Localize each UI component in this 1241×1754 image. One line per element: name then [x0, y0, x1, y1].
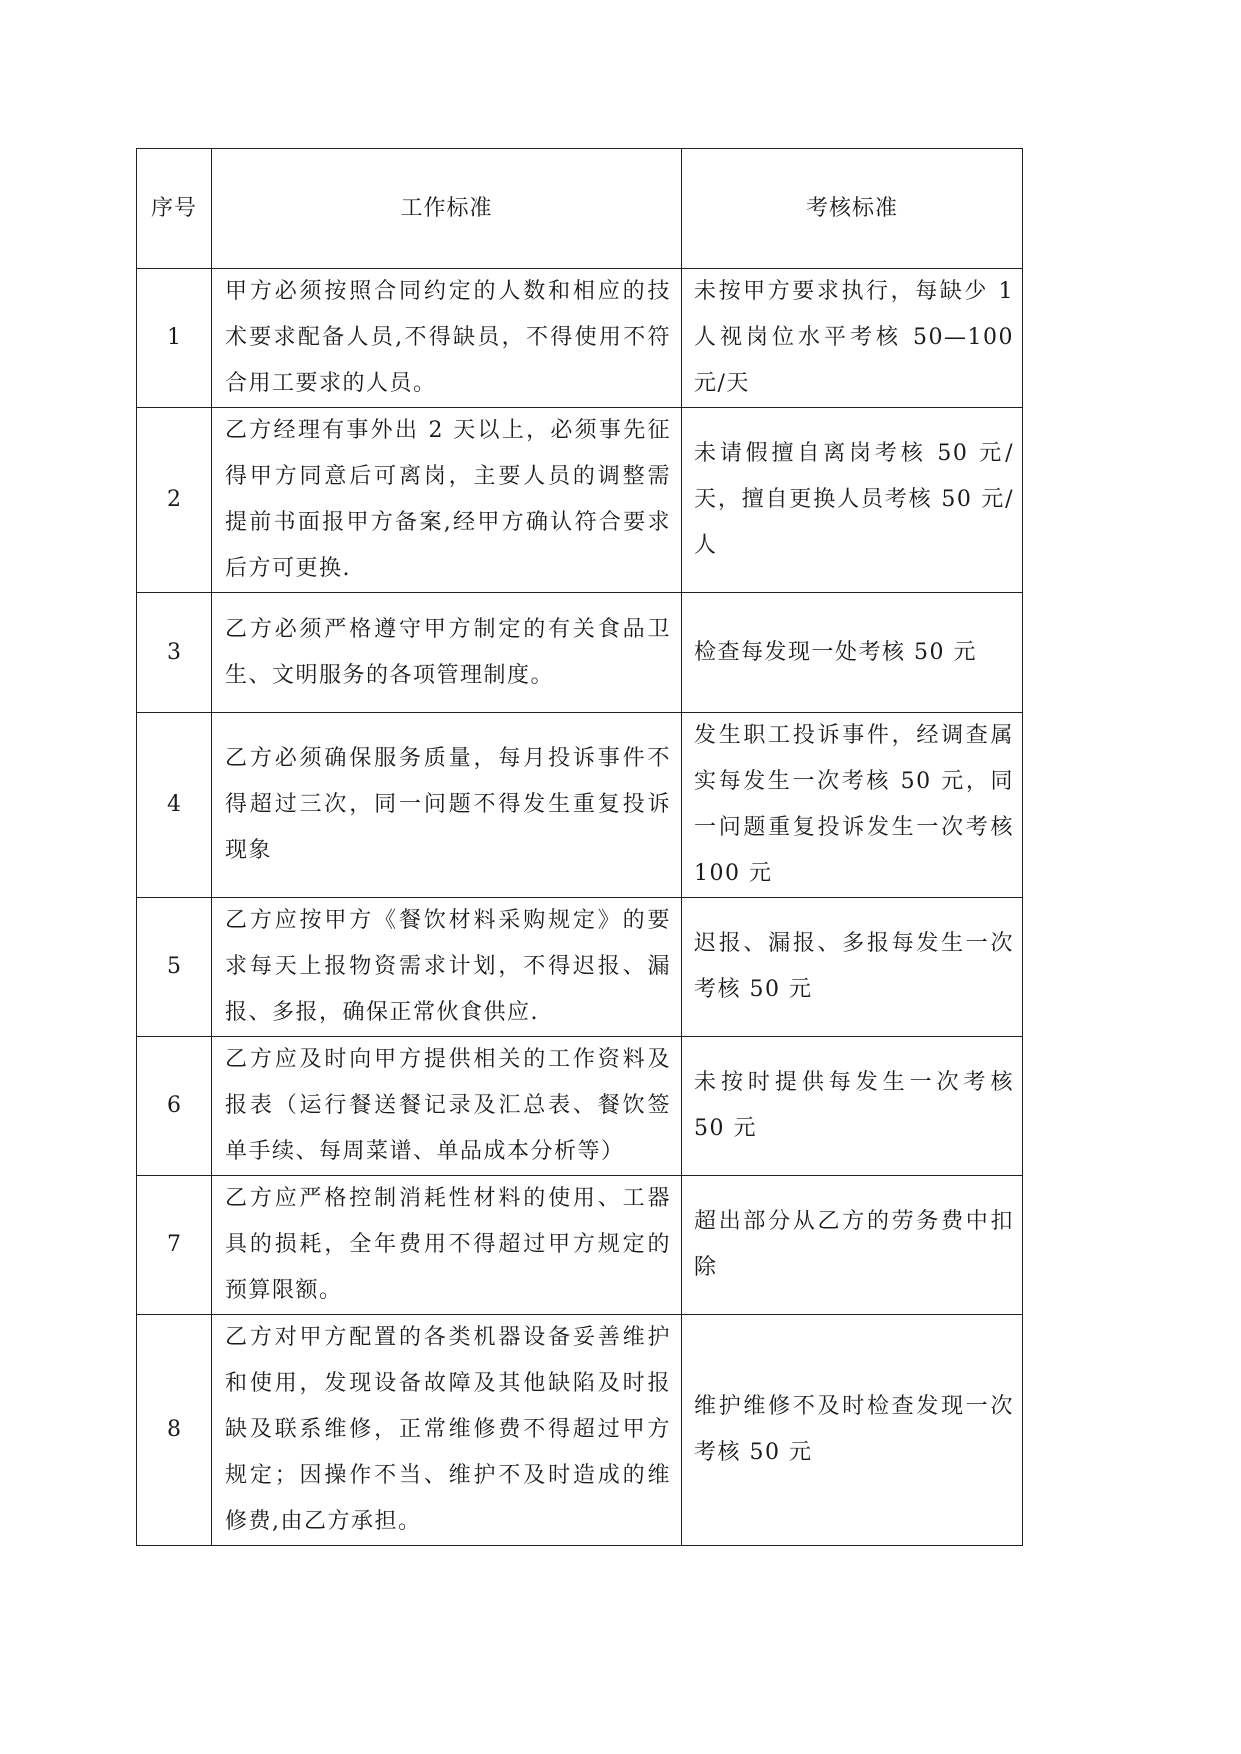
table-row: [137, 269, 1023, 408]
row-serial-number: 3: [137, 593, 212, 713]
row-assessment-standard: 未请假擅自离岗考核 50 元/天，擅自更换人员考核 50 元/人: [682, 408, 1023, 593]
row-work-standard: 乙方经理有事外出 2 天以上，必须事先征得甲方同意后可离岗，主要人员的调整需提前书面报甲方备案,经甲方确认符合要求后方可更换.: [212, 408, 682, 593]
row-assessment-standard: 迟报、漏报、多报每发生一次考核 50 元: [682, 898, 1023, 1037]
row-work-standard: 甲方必须按照合同约定的人数和相应的技术要求配备人员,不得缺员，不得使用不符合用工要求的人员。: [212, 269, 682, 408]
row-serial-number: 6: [137, 1037, 212, 1176]
table-row: [137, 713, 1023, 898]
header-work-standard: 工作标准: [212, 149, 682, 269]
row-assessment-standard: 检查每发现一处考核 50 元: [682, 593, 1023, 713]
row-assessment-standard: 超出部分从乙方的劳务费中扣除: [682, 1176, 1023, 1315]
table-row: [137, 408, 1023, 593]
row-work-standard: 乙方应按甲方《餐饮材料采购规定》的要求每天上报物资需求计划，不得迟报、漏报、多报，确保正常伙食供应.: [212, 898, 682, 1037]
row-serial-number: 8: [137, 1315, 212, 1546]
row-work-standard: 乙方必须确保服务质量，每月投诉事件不得超过三次，同一问题不得发生重复投诉现象: [212, 713, 682, 898]
table-row: [137, 1037, 1023, 1176]
row-assessment-standard: 未按时提供每发生一次考核 50 元: [682, 1037, 1023, 1176]
row-serial-number: 2: [137, 408, 212, 593]
row-serial-number: 7: [137, 1176, 212, 1315]
header-serial-number: 序号: [137, 149, 212, 269]
row-work-standard: 乙方对甲方配置的各类机器设备妥善维护和使用，发现设备故障及其他缺陷及时报缺及联系维修，正常维修费不得超过甲方规定；因操作不当、维护不及时造成的维修费,由乙方承担。: [212, 1315, 682, 1546]
row-serial-number: 5: [137, 898, 212, 1037]
table-row: [137, 898, 1023, 1037]
table-header-row: [137, 149, 1023, 269]
row-assessment-standard: 未按甲方要求执行，每缺少 1 人视岗位水平考核 50—100 元/天: [682, 269, 1023, 408]
row-work-standard: 乙方必须严格遵守甲方制定的有关食品卫生、文明服务的各项管理制度。: [212, 593, 682, 713]
row-serial-number: 4: [137, 713, 212, 898]
table-row: [137, 1315, 1023, 1546]
table-row: [137, 1176, 1023, 1315]
row-work-standard: 乙方应严格控制消耗性材料的使用、工器具的损耗，全年费用不得超过甲方规定的预算限额。: [212, 1176, 682, 1315]
table-row: [137, 593, 1023, 713]
row-serial-number: 1: [137, 269, 212, 408]
header-assessment-standard: 考核标准: [682, 149, 1023, 269]
row-assessment-standard: 发生职工投诉事件，经调查属实每发生一次考核 50 元，同一问题重复投诉发生一次考核 100 元: [682, 713, 1023, 898]
row-work-standard: 乙方应及时向甲方提供相关的工作资料及报表（运行餐送餐记录及汇总表、餐饮签单手续、每周菜谱、单品成本分析等）: [212, 1037, 682, 1176]
assessment-standards-table: [136, 148, 1023, 1546]
row-assessment-standard: 维护维修不及时检查发现一次考核 50 元: [682, 1315, 1023, 1546]
